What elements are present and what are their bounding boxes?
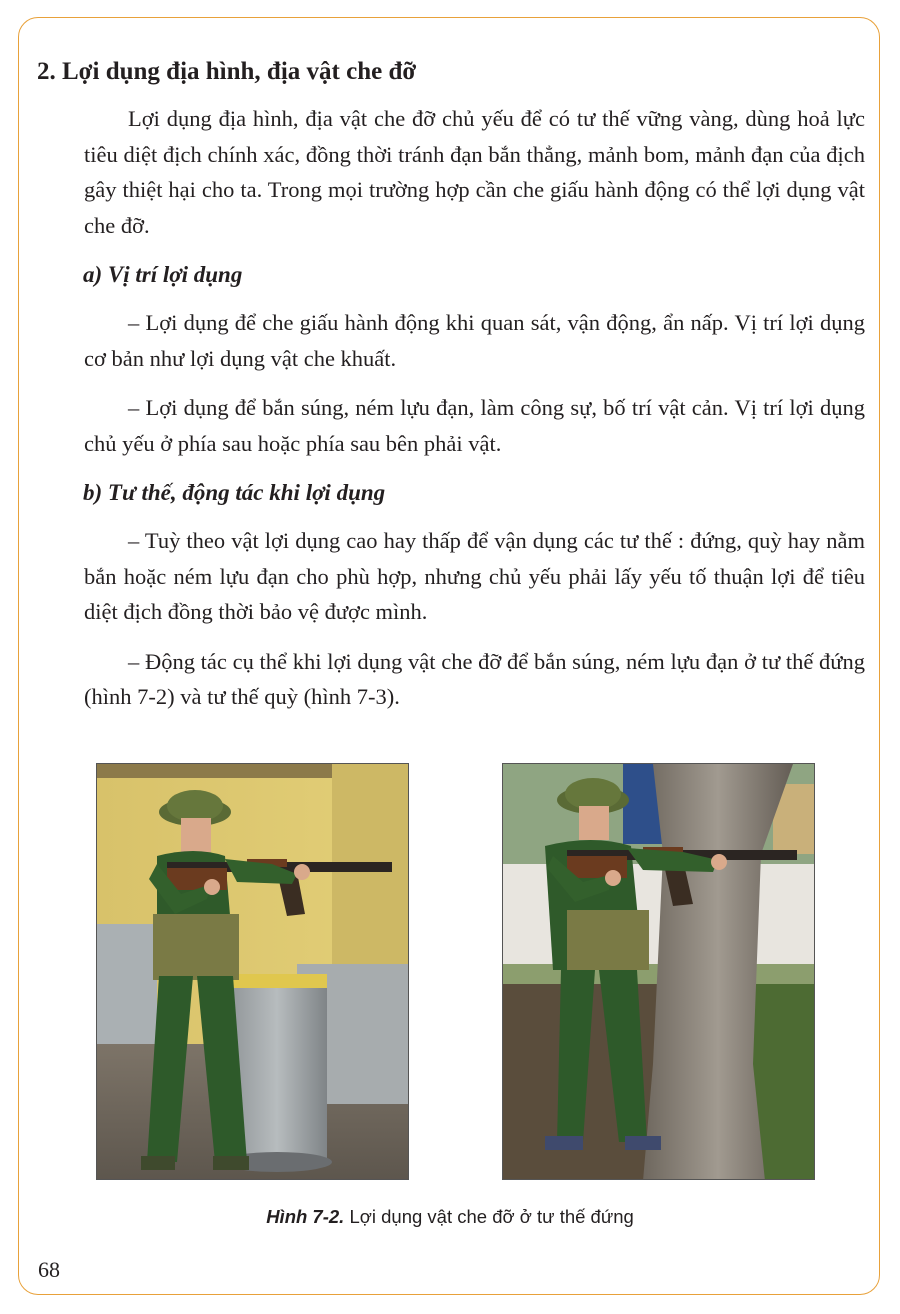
subsection-b-heading: b) Tư thế, động tác khi lợi dụng [83,480,386,505]
subsection-b-item-1: – Tuỳ theo vật lợi dụng cao hay thấp để vận dụng các tư thế : đứng, quỳ hay nằm bắn hoặc ném lựu đạn cho phù hợp, nhưng chủ yếu phải lấy yếu tố thuận lợi để tiêu diệt địch đồng thời bảo vệ được mình. [84,528,865,624]
page-number: 68 [38,1257,60,1282]
subsection-a-item-1: – Lợi dụng để che giấu hành động khi quan sát, vận động, ẩn nấp. Vị trí lợi dụng cơ bản như lợi dụng vật che khuất. [84,310,865,371]
photo-tree-standing [502,763,815,1180]
subsection-a-heading: a) Vị trí lợi dụng [83,262,243,287]
subsection-b-item-2: – Động tác cụ thể khi lợi dụng vật che đỡ để bắn súng, ném lựu đạn ở tư thế đứng (hình 7-2) và tư thế quỳ (hình 7-3). [84,648,865,709]
figure-label: Hình 7-2. [266,1206,345,1227]
photo-wall-standing [96,763,409,1180]
page-content [37,52,865,715]
figure-caption-text: Lợi dụng vật che đỡ ở tư thế đứng [344,1206,634,1227]
figure-caption [0,1206,900,1228]
photo-wall-illustration [97,764,409,1180]
subsection-a-item-2: – Lợi dụng để bắn súng, ném lựu đạn, làm công sự, bố trí vật cản. Vị trí lợi dụng chủ yếu ở phía sau hoặc phía sau bên phải vật. [84,395,865,456]
intro-paragraph: Lợi dụng địa hình, địa vật che đỡ chủ yếu để có tư thế vững vàng, dùng hoả lực tiêu diệt địch chính xác, đồng thời tránh đạn bắn thẳng, mảnh bom, mảnh đạn của địch gây thiệt hại cho ta. Trong mọi trường hợp cần che giấu hành động có thể lợi dụng vật che đỡ. [84,106,865,238]
photo-tree-illustration [503,764,815,1180]
section-title: 2. Lợi dụng địa hình, địa vật che đỡ [37,58,417,85]
